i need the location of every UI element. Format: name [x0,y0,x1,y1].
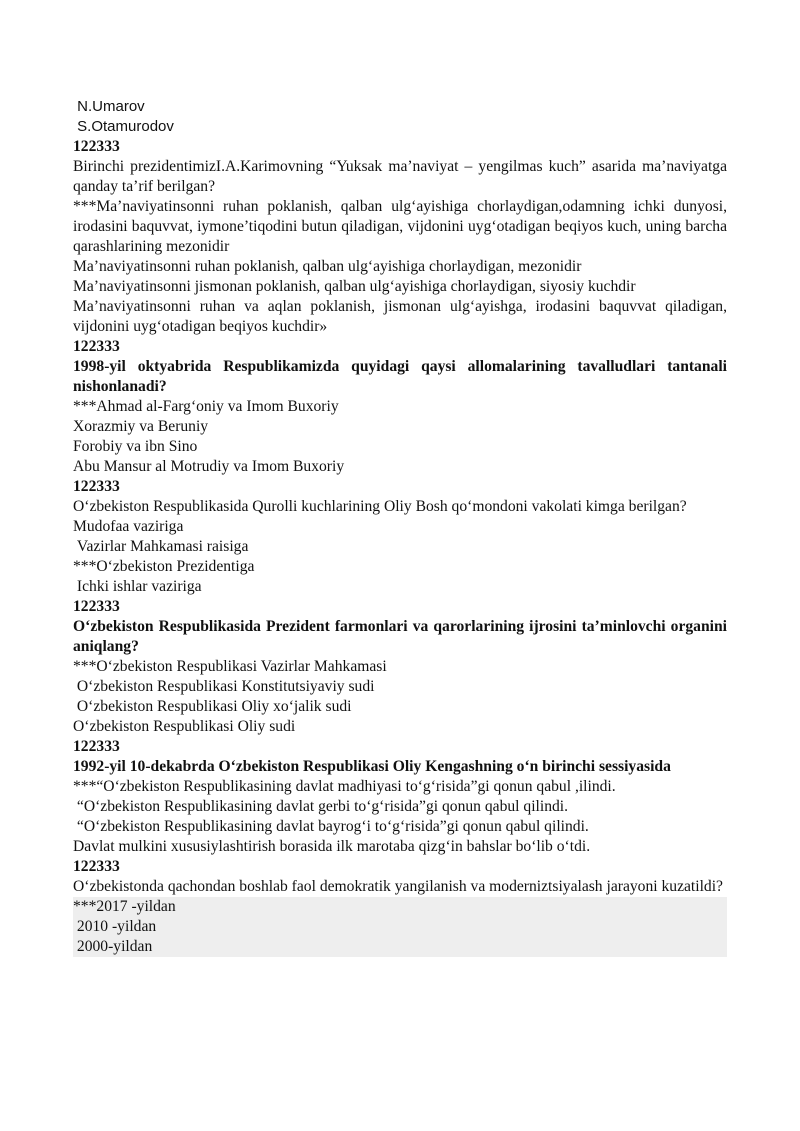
question-code: 122333 [73,598,120,615]
document-page [73,97,727,957]
answer-option-correct: ***O‘zbekiston Prezidentiga [73,558,255,575]
question-text: O‘zbekiston Respublikasida Prezident farmonlari va qarorlarining ijrosini ta’minlovchi organini aniqlang? [73,618,727,655]
answer-option-correct: ***2017 -yildan [73,898,176,915]
answer-option-correct: ***O‘zbekiston Respublikasi Vazirlar Mahkamasi [73,658,387,675]
question-code: 122333 [73,738,120,755]
answer-option: 2010 -yildan [73,918,157,935]
answer-option: Vazirlar Mahkamasi raisiga [73,538,249,555]
question-text: 1992-yil 10-dekabrda O‘zbekiston Respublikasi Oliy Kengashning o‘n birinchi sessiyasida [73,758,671,775]
shaded-answer-area [73,897,727,957]
answer-option: Ma’naviyatinsonni ruhan poklanish, qalban ulg‘ayishiga chorlaydigan, mezonidir [73,258,582,275]
answer-option: Ichki ishlar vaziriga [73,578,202,595]
author-line: S.Otamurodov [73,118,174,135]
question-text: O‘zbekistonda qachondan boshlab faol demokratik yangilanish va moderniztsiyalash jarayoni kuzatildi? [73,878,723,895]
question-code: 122333 [73,478,120,495]
answer-option: 2000-yildan [73,938,153,955]
author-line: N.Umarov [73,98,145,115]
answer-option: Xorazmiy va Beruniy [73,418,209,435]
answer-option: “O‘zbekiston Respublikasining davlat bayrog‘i to‘g‘risida”gi qonun qabul qilindi. [73,818,589,835]
answer-option: O‘zbekiston Respublikasi Oliy sudi [73,718,296,735]
answer-option: Ma’naviyatinsonni ruhan va aqlan poklanish, jismonan ulg‘ayishga, irodasini baquvvat qiladigan, vijdonini uyg‘otadigan beqiyos kuchdir» [73,298,727,335]
answer-option: O‘zbekiston Respublikasi Konstitutsiyaviy sudi [73,678,375,695]
question-code: 122333 [73,858,120,875]
question-text: 1998-yil oktyabrida Respublikamizda quyidagi qaysi allomalarining tavalludlari tantanali nishonlanadi? [73,358,727,395]
answer-option: “O‘zbekiston Respublikasining davlat gerbi to‘g‘risida”gi qonun qabul qilindi. [73,798,569,815]
question-code: 122333 [73,138,120,155]
answer-option: Forobiy va ibn Sino [73,438,198,455]
answer-option-correct: ***Ma’naviyatinsonni ruhan poklanish, qalban ulg‘ayishiga chorlaydigan,odamning ichki dunyosi, irodasini baquvvat, iymone’tiqodini butun qiladigan, vijdonini uyg‘otadigan beqiyos kuch, uning barcha qarashlarining mezonidir [73,198,727,255]
question-text: Birinchi prezidentimizI.A.Karimovning “Yuksak ma’naviyat – yengilmas kuch” asarida ma’naviyatga qanday ta’rif berilgan? [73,158,727,195]
question-text: O‘zbekiston Respublikasida Qurolli kuchlarining Oliy Bosh qo‘mondoni vakolati kimga berilgan? [73,498,687,515]
answer-option: Abu Mansur al Motrudiy va Imom Buxoriy [73,458,345,475]
answer-option: O‘zbekiston Respublikasi Oliy xo‘jalik sudi [73,698,352,715]
question-code: 122333 [73,338,120,355]
answer-option: Ma’naviyatinsonni jismonan poklanish, qalban ulg‘ayishiga chorlaydigan, siyosiy kuchdir [73,278,636,295]
answer-option: Davlat mulkini xususiylashtirish borasida ilk marotaba qizg‘in bahslar bo‘lib o‘tdi. [73,838,591,855]
answer-option-correct: ***Ahmad al-Farg‘oniy va Imom Buxoriy [73,398,339,415]
answer-option: Mudofaa vaziriga [73,518,184,535]
answer-option-correct: ***“O‘zbekiston Respublikasining davlat madhiyasi to‘g‘risida”gi qonun qabul ,ilindi. [73,778,616,795]
